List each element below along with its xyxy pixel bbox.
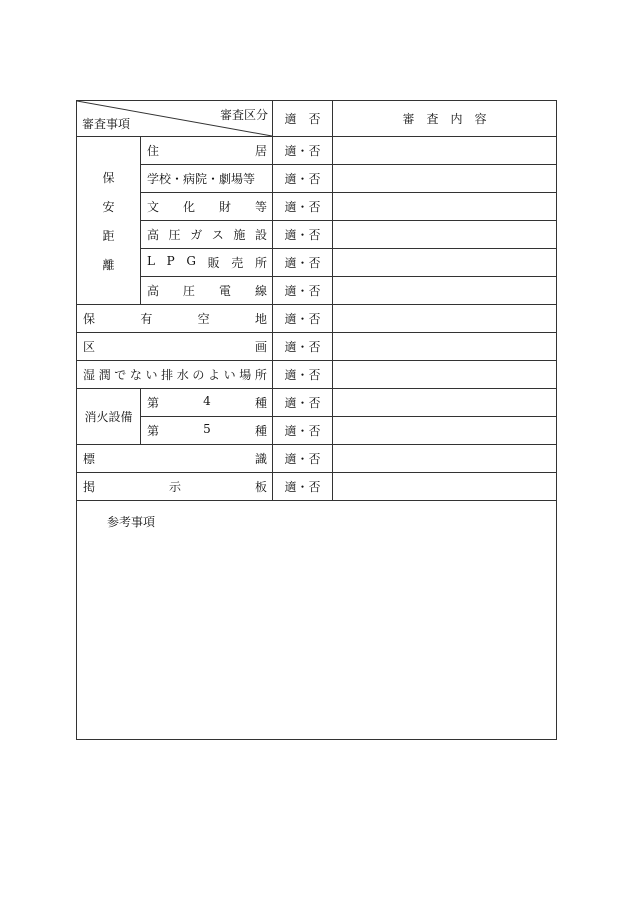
fire-equipment-row bbox=[77, 417, 557, 445]
item-label-cell bbox=[77, 305, 273, 333]
item-row bbox=[77, 305, 557, 333]
label-char: 文 bbox=[147, 200, 160, 214]
suitability-header: 適 否 bbox=[273, 101, 333, 137]
suitability-cell[interactable]: 適・否 bbox=[273, 305, 333, 333]
label-char: 設 bbox=[254, 228, 267, 242]
item-label-cell bbox=[141, 137, 273, 165]
label-char: 区 bbox=[83, 340, 96, 354]
label-char: で bbox=[114, 368, 127, 382]
label-char: 高 bbox=[147, 284, 160, 298]
safety-distance-row bbox=[77, 165, 557, 193]
fire-equipment-row bbox=[77, 389, 557, 417]
review-content-cell[interactable] bbox=[333, 361, 557, 389]
label-char: ガ bbox=[190, 228, 203, 242]
safety-distance-row bbox=[77, 193, 557, 221]
review-content-cell[interactable] bbox=[333, 221, 557, 249]
item-label-cell bbox=[77, 445, 273, 473]
label-char: 居 bbox=[254, 144, 267, 158]
group-label-char: 安 bbox=[102, 199, 115, 214]
label-char: 化 bbox=[182, 200, 195, 214]
review-category-label: 審査区分 bbox=[219, 108, 268, 122]
suitability-cell[interactable]: 適・否 bbox=[273, 333, 333, 361]
item-label: 学校・病院・劇場等 bbox=[147, 172, 256, 186]
label-char: 場 bbox=[239, 368, 252, 382]
label-char: 第 bbox=[147, 396, 160, 410]
label-char: 第 bbox=[147, 424, 160, 438]
label-char: の bbox=[192, 368, 205, 382]
label-char: G bbox=[186, 254, 196, 268]
group-label-char: 距 bbox=[102, 228, 115, 243]
safety-distance-row bbox=[77, 277, 557, 305]
label-char: 4 bbox=[203, 394, 211, 408]
suitability-cell[interactable]: 適・否 bbox=[273, 249, 333, 277]
item-row bbox=[77, 445, 557, 473]
review-content-cell[interactable] bbox=[333, 417, 557, 445]
safety-distance-row bbox=[77, 249, 557, 277]
label-char: 圧 bbox=[182, 284, 195, 298]
label-char: 排 bbox=[161, 368, 174, 382]
label-char: 板 bbox=[254, 480, 267, 494]
review-content-cell[interactable] bbox=[333, 137, 557, 165]
label-char: 水 bbox=[176, 368, 189, 382]
label-char: ス bbox=[211, 228, 224, 242]
label-char: 空 bbox=[197, 312, 210, 326]
item-label-cell bbox=[77, 361, 273, 389]
suitability-cell[interactable]: 適・否 bbox=[273, 137, 333, 165]
review-content-cell[interactable] bbox=[333, 473, 557, 501]
safety-distance-row bbox=[77, 137, 557, 165]
review-content-header: 審 査 内 容 bbox=[333, 101, 557, 137]
suitability-cell[interactable]: 適・否 bbox=[273, 361, 333, 389]
label-char: 種 bbox=[254, 424, 267, 438]
label-char: 等 bbox=[254, 200, 267, 214]
label-char: 掲 bbox=[83, 480, 96, 494]
label-char: 有 bbox=[140, 312, 153, 326]
item-label-cell bbox=[77, 333, 273, 361]
suitability-cell[interactable]: 適・否 bbox=[273, 221, 333, 249]
review-content-cell[interactable] bbox=[333, 445, 557, 473]
label-char: L bbox=[147, 254, 155, 268]
label-char: P bbox=[166, 254, 175, 268]
item-label-cell bbox=[141, 417, 273, 445]
item-row bbox=[77, 473, 557, 501]
item-row bbox=[77, 333, 557, 361]
label-char: 電 bbox=[218, 284, 231, 298]
header-diagonal-cell bbox=[77, 101, 273, 137]
review-form-table bbox=[76, 100, 557, 740]
label-char: 識 bbox=[254, 452, 267, 466]
item-label-cell bbox=[141, 165, 273, 193]
header-row bbox=[77, 101, 557, 137]
label-char: 線 bbox=[254, 284, 267, 298]
item-label-cell bbox=[141, 193, 273, 221]
label-char: い bbox=[145, 368, 158, 382]
label-char: 画 bbox=[254, 340, 267, 354]
item-row bbox=[77, 361, 557, 389]
suitability-cell[interactable]: 適・否 bbox=[273, 193, 333, 221]
item-label-cell bbox=[141, 277, 273, 305]
label-char: 潤 bbox=[98, 368, 111, 382]
notes-cell[interactable] bbox=[77, 501, 557, 740]
label-char: 圧 bbox=[168, 228, 181, 242]
suitability-cell[interactable]: 適・否 bbox=[273, 277, 333, 305]
review-content-cell[interactable] bbox=[333, 249, 557, 277]
review-content-cell[interactable] bbox=[333, 305, 557, 333]
review-content-cell[interactable] bbox=[333, 389, 557, 417]
review-content-cell[interactable] bbox=[333, 333, 557, 361]
review-content-cell[interactable] bbox=[333, 165, 557, 193]
label-char: よ bbox=[208, 368, 221, 382]
item-label-cell bbox=[77, 473, 273, 501]
label-char: い bbox=[223, 368, 236, 382]
group-label-char: 離 bbox=[102, 257, 115, 272]
item-label-cell bbox=[141, 221, 273, 249]
safety-distance-group-label bbox=[77, 137, 141, 305]
notes-label: 参考事項 bbox=[107, 515, 156, 529]
review-content-cell[interactable] bbox=[333, 277, 557, 305]
label-char: 地 bbox=[254, 312, 267, 326]
label-char: 所 bbox=[254, 256, 267, 270]
label-char: 販 bbox=[207, 256, 220, 270]
label-char: 種 bbox=[254, 396, 267, 410]
fire-equipment-group-label: 消火設備 bbox=[77, 389, 141, 445]
label-char: 保 bbox=[83, 312, 96, 326]
suitability-cell[interactable]: 適・否 bbox=[273, 445, 333, 473]
review-content-cell[interactable] bbox=[333, 193, 557, 221]
label-char: な bbox=[129, 368, 142, 382]
item-label-cell bbox=[141, 389, 273, 417]
suitability-cell[interactable]: 適・否 bbox=[273, 473, 333, 501]
label-char: 5 bbox=[203, 422, 211, 436]
item-label-cell bbox=[141, 249, 273, 277]
label-char: 売 bbox=[231, 256, 244, 270]
label-char: 財 bbox=[218, 200, 231, 214]
label-char: 標 bbox=[83, 452, 96, 466]
label-char: 施 bbox=[233, 228, 246, 242]
label-char: 湿 bbox=[83, 368, 96, 382]
suitability-cell[interactable]: 適・否 bbox=[273, 417, 333, 445]
suitability-cell[interactable]: 適・否 bbox=[273, 389, 333, 417]
notes-row bbox=[77, 501, 557, 740]
label-char: 所 bbox=[254, 368, 267, 382]
suitability-cell[interactable]: 適・否 bbox=[273, 165, 333, 193]
group-label-char: 保 bbox=[102, 170, 115, 185]
label-char: 住 bbox=[147, 144, 160, 158]
safety-distance-row bbox=[77, 221, 557, 249]
review-item-label: 審査事項 bbox=[82, 117, 131, 131]
label-char: 高 bbox=[147, 228, 160, 242]
label-char: 示 bbox=[168, 480, 181, 494]
